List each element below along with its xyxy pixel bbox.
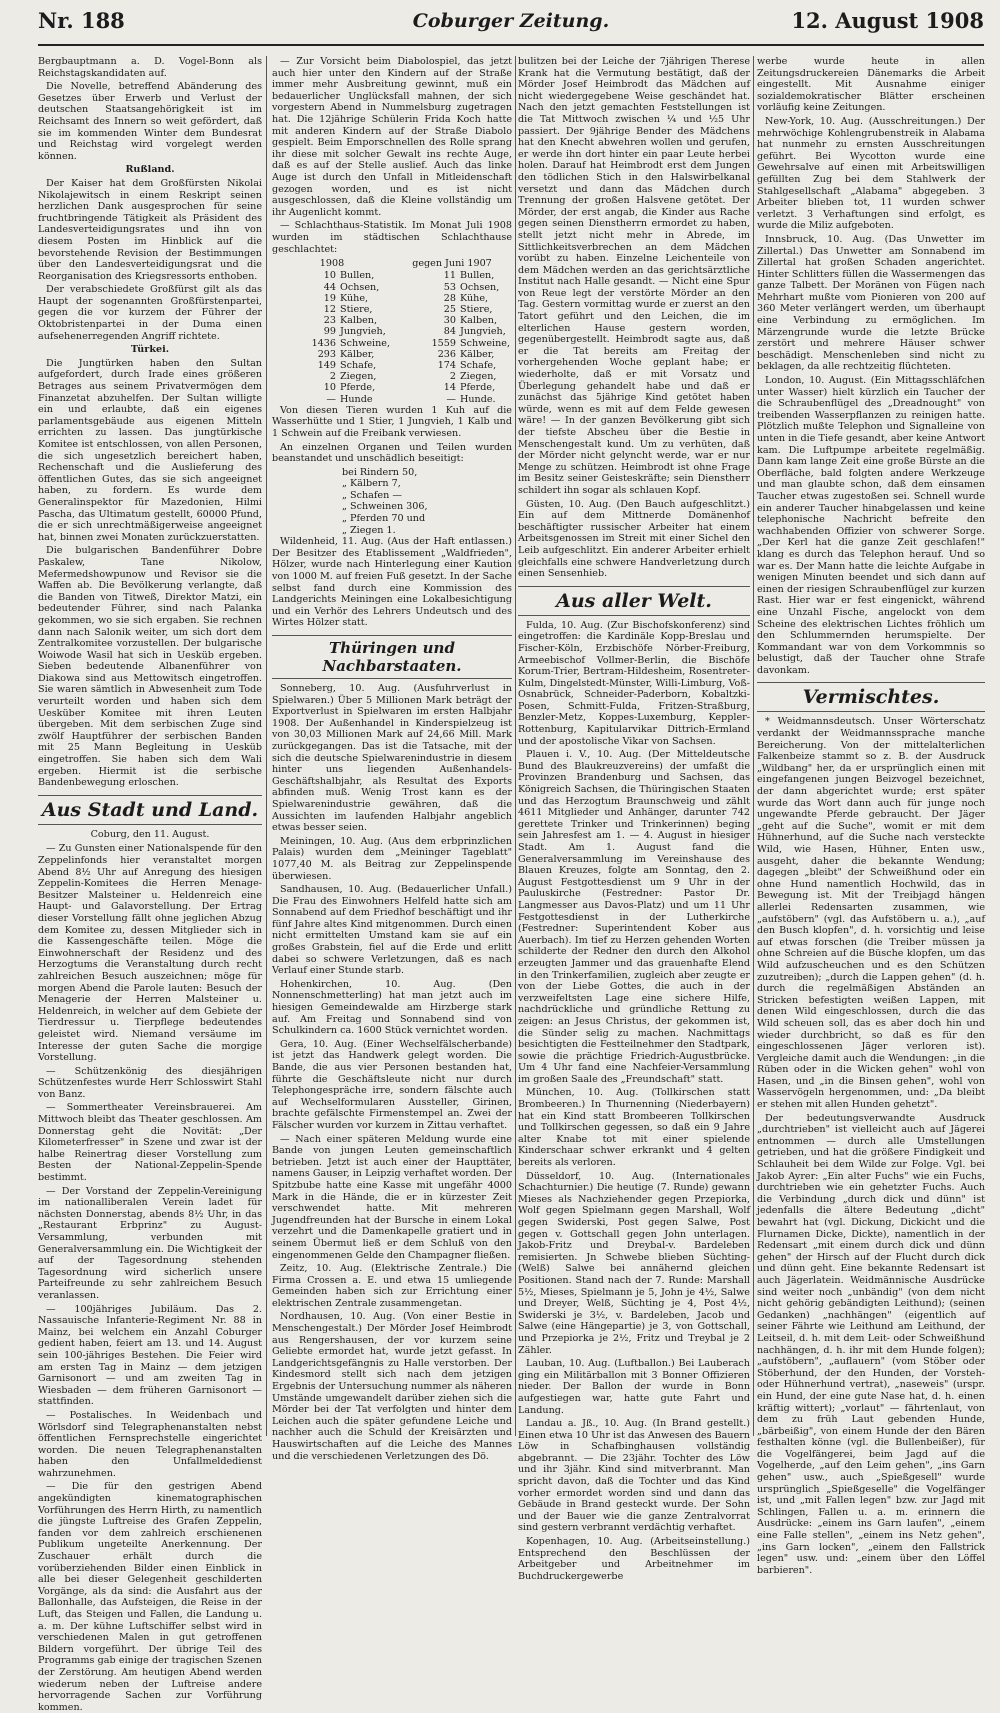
article-paragraph: — Die für den gestrigen Abend angekündigten kinematographischen Vorführungen des Herrn Hirth, zu namentlich die jüngste Luftreise des Grafen Zeppelin, fanden vor dem zahlreich erschienenen Publikum ungeteilte Anerkennung. Der Zuschauer erhält durch die vorüberziehenden Bilder einen Einblick in alle bei dieser Gelegenheit geschilderten Vorgänge, als da sind: die Ausfahrt aus der Ballonhalle, das Aufsteigen, die Reise in der Luft, das Steigen und Fallen, die Landung u. a. m. Der kühne Luftschiffer selbst wird in verschiedenen Malen in gut getroffenen Bildern vorgeführt. Der übrige Teil des Programms gab einige der tragischen Szenen der Zerstörung. Am heutigen Abend werden wiederum neben der Luftreise andere hervorragende Sachen zur Vorführung kommen. bbox=[38, 1481, 262, 1713]
article-paragraph: — Zu Gunsten einer Nationalspende für den Zeppelinfonds hier veranstaltet morgen Abend 8½ Uhr auf Anregung des hiesigen Zeppelin-Komitees die Herren Menage-Besitzer Malsteiner u. Heldenreich eine Haupt- und Galavorstellung. Der Ertrag dieser Vorstellung fällt ohne jeglichen Abzug dem Komitee zu, dessen Mitglieder sich in die Kassengeschäfte teilen. Möge die Einwohnerschaft der Residenz und des Herzogtums die Veranstaltung durch recht zahlreichen Besuch auszeichnen; möge für morgen Abend die Parole lauten: Besuch der Menagerie der Herren Malsteiner u. Heldenreich, in welcher auf dem Gebiete der Tierdressur u. Tierpflege bedeutendes geleistet wird. Niemand versäume im Interesse der guten Sache die morgige Vorstellung. bbox=[38, 843, 262, 1064]
table-row: 10 Pferde, 14 Pferde, bbox=[323, 382, 496, 394]
table-row: 1436 Schweine, 1559 Schweine, bbox=[311, 337, 510, 349]
section-heading-russland: Rußland. bbox=[125, 164, 175, 176]
article-paragraph: — Der Vorstand der Zeppelin-Vereinigung im nationalliberalen Verein ladet für nächsten Donnerstag, abends 8½ Uhr, in das „Restaurant Erbprinz" zu August-Versammlung, verbunden mit Generalversammlung ein. Die Wichtigkeit der auf der Tagesordnung stehenden Tagesordnung wird sicherlich unsere Parteifreunde zu sehr zahlreichem Besuch veranlassen. bbox=[38, 1185, 262, 1301]
issue-number: Nr. 188 bbox=[38, 8, 125, 33]
column-3 bbox=[518, 56, 750, 1582]
article-paragraph: * Weidmannsdeutsch. Unser Wörterschatz verdankt der Weidmannssprache manche Bereicherung. Von der mittelalterlichen Falkenbeize stammt so z. B. der Ausdruck „Wildbang" her, da er ursprünglich einen mit eingefangenen jungen Beizvogel bezeichnet, der dann abgerichtet wurde; erst später wurde das Wort dann auch für junge noch ungewandte Pferde gebraucht. Der Jäger „geht auf die Suche", womit er mit dem Hühnerhund, auf die Suche nach versteckte Wild, wie Hasen, Hühner, Enten usw., ausgeht, daher die bekannte Wendung; dagegen „bleibt" der Schweißhund oder ein ohne Hund namentlich Hochwild, das in Bewegung ist. Mit der Treibjagd hängen allerlei Redensarten zusammen, wie „aufstöbern" (vgl. das Aufstöbern u. a.), „auf den Busch klopfen", d. h. vorsichtig und leise auf etwas forschen (die Treiber müssen ja ohne Schreien auf die Büsche klopfen, um das Wild aufzuscheuchen und es den Schützen zuzutreiben); „durch die Lappen gehen" (d. h. durch die regelmäßigen Abständen an Stricken befestigten weißen Lappen, mit denen Wild eingeschlossen, durch die das Wild scheuen soll, das es aber doch hin und wieder durchbricht, so daß es für den eingeschlossenen Jäger verloren ist). Vergleiche damit auch die Wendungen: „in die Rüben oder in die Wicken gehen" wohl von Hasen, und „in die Binsen gehen", wohl von Wasservögeln hergenommen, und: „Da bleibt er stehen mit allen Hunden gehetzt". bbox=[757, 716, 985, 1111]
column-divider bbox=[515, 56, 516, 1436]
table-row: 10 Bullen, 11 Bullen, bbox=[323, 270, 495, 282]
list-item: „ Ziegen 1. bbox=[342, 524, 396, 536]
article-paragraph: — Postalisches. In Weidenbach und Wörlsdorf sind Telegraphenanstalten nebst öffentlichen Fernsprechstelle eingerichtet worden. Die neuen Telegraphenanstalten haben den Unfallmeldedienst wahrzunehmen. bbox=[38, 1409, 262, 1479]
article-paragraph: — Schlachthaus-Statistik. Im Monat Juli 1908 wurden im städtischen Schlachthause geschlachtet: bbox=[272, 220, 512, 255]
list-item: „ Kälbern 7, bbox=[342, 478, 401, 490]
article-paragraph: — Nach einer späteren Meldung wurde eine Bande von jungen Leuten gemeinschaftlich betrieben. Jetzt ist auch einer der Haupttäter, namens Gauser, in Leipzig verhaftet worden. Der Spitzbube hatte eine Kasse mit ungefähr 4000 Mark in die Hände, die er in kürzester Zeit verschwendet hatte. Mit mehreren Jugendfreunden hat der Bursche in einem Lokal verzehrt und die Damenkapelle gratiert und in seinem Übermut ließ er dem Schluß von den eingenommenen Gelde den Champagner fließen. bbox=[272, 1133, 512, 1261]
article-paragraph: Die Novelle, betreffend Abänderung des Gesetzes über Erwerb und Verlust der deutschen Staatsangehörigkeit ist im Reichsamt des Innern so weit gefördert, daß sie im kommenden Winter dem Bundesrat und Reichstag wird vorgelegt werden können. bbox=[38, 81, 262, 162]
article-paragraph: Bergbauptmann a. D. Vogel-Bonn als Reichstagskandidaten auf. bbox=[38, 56, 262, 79]
table-row: — Hunde — Hunde. bbox=[326, 393, 496, 405]
article-paragraph: Die Jungtürken haben den Sultan aufgefordert, durch Irade eines größeren Betrages aus seinem Privatvermögen dem Finanzetat abzuhelfen. Der Sultan willigte ein und erlaubte, daß ein eigenes parlamentsgebäude aus eigenen Mitteln errichten zu lassen. Das jungtürkische Komitee ist entschlossen, von allen Personen, die sich ungesetzlich bereichert haben, Rechenschaft und die Auslieferung des öffentlichen Gutes, das sie sich angeeignet haben, zu fordern. Es wurde dem Generalinspektor für Mazedonien, Hilmi Pascha, das Ultimatum gestellt, 60000 Pfund, die er sich unrechtmäßigerweise angeeignet hat, binnen zwei Monaten zurückzuerstatten. bbox=[38, 357, 262, 543]
article-paragraph: Wildenheid, 11. Aug. (Aus der Haft entlassen.) Der Besitzer des Etablissement „Waldfrieden", Hölzer, wurde nach Hinterlegung einer Kaution von 1000 M. auf freien Fuß gesetzt. In der Sache selbst fand durch eine Kommission des Landgerichts Meiningen eine Lokalbesichtigung und ein Verhör des Lehrers Undeutsch und des Wirtes Hölzer statt. bbox=[272, 536, 512, 629]
article-paragraph: Düsseldorf, 10. Aug. (Internationales Schachturnier.) Die heutige (7. Runde) gewann Mieses als Nachziehender gegen Przepiorka, Wolf gegen Spielmann gegen Marshall, Wolf gegen Swiderski, Post gegen Salwe, Post gegen v. Gottschall gegen John unterlagen. Jakob-Fritz und Dreybal-v. Bardeleben remisierten. Jn Schwebe blieben Süchting-(Welß) Salwe bei annähernd gleichen Positionen. Stand nach der 7. Runde: Marshall 5½, Mieses, Spielmann je 5, John je 4½, Salwe und Dreyer, Welß, Süchting je 4, Post 4½, Swiderski je 3½, v. Bardeleben, Jacob und Salwe (eine Hängepartie) je 3, von Gottschall, und Przepiorka je 2½, Fritz und Treybal je 2 Zähler. bbox=[518, 1170, 750, 1356]
article-paragraph: Lauban, 10. Aug. (Luftballon.) Bei Lauberach ging ein Militärballon mit 3 Bonner Offizieren nieder. Der Ballon der wurde in Bonn aufgestiegen war, hatte gute Fahrt und Landung. bbox=[518, 1358, 750, 1416]
article-paragraph: werbe wurde heute in allen Zeitungsdruckereien Dänemarks die Arbeit eingestellt. Mit Ausnahme einiger sozialdemokratischer Blätter erscheinen vorläufig keine Zeitungen. bbox=[757, 56, 985, 114]
article-paragraph: Von diesen Tieren wurden 1 Kuh auf die Wasserhütte und 1 Stier, 1 Jungvieh, 1 Kalb und 1 Schwein auf die Freibank verwiesen. bbox=[272, 404, 512, 439]
article-paragraph: An einzelnen Organen und Teilen wurden beanstandet und unschädlich beseitigt: bbox=[272, 441, 512, 465]
article-paragraph: Plauen i. V., 10. Aug. (Der Mitteldeutsche Bund des Blaukreuzvereins) der umfaßt die Provinzen Brandenburg und Sachsen, das Königreich Sachsen, die Thüringischen Staaten und das Herzogtum Braunschweig und zählt 4611 Mitglieder und Anhänger, darunter 742 gerettete Trinker und Trinkerinnen) beging sein Jahresfest am 1. — 4. August in hiesiger Stadt. Am 1. August fand die Generalversammlung im Vereinshause des Blauen Kreuzes, folgte am Sonntag, den 2. August Festgottesdienst um 9 Uhr in der Pauluskirche (Festredner: Pastor Dr. Langmesser aus Davos-Platz) und um 11 Uhr Festgottesdienst in der Lutherkirche (Festredner: Superintendent Kober aus Auerbach). Im tief zu Herzen gehenden Worten schilderte der Redner den durch den Alkohol erzeugten Jammer und das grauenhafte Elend in den Trinkerfamilien, zugleich aber zeugte er von der Liebe Gottes, die auch in der verzweifeltsten Lage eine sichere Hilfe, nachdrückliche und gründliche Rettung zu zeigen: an Jesus Christus, der gekommen ist, die Sünder selig zu machen. Nachmittags besichtigten die Festteilnehmer den Stadtpark, sowie die prächtige Friedrich-Augustbrücke. Um 4 Uhr fand eine Nachfeier-Versammlung im großen Saale des „Freundschaft" statt. bbox=[518, 749, 750, 1085]
article-paragraph: Die bulgarischen Bandenführer Dobre Paskalew, Tane Nikolow, Mefermedshowpunow und Revisor sie die Waffen ab. Die Bevölkerung verlangte, daß die Banden von Titweß, Direktor Matzi, ein bedeutender Führer, sind nach Palanka gekommen, wo sie sich ergaben. Sie rechnen dann nach Salonik weiter, um sich dort dem Zentralkomitee vorzustellen. Der bulgarische Woiwode Wasil hat sich in Uesküb ergeben. Sieben bedeutende Albanenführer von Diakowa sind aus Mettowitsch eingetroffen. Sie waren sämtlich in Abwesenheit zum Tode verurteilt worden und haben sich dem Uesküber Komitee mit ihren Leuten übergeben. Mit dem serbischen Zuge sind zwölf Hauptführer der serbischen Banden mit 25 Mann Begleitung in Uesküb eingetroffen. Sie haben sich dem Wali ergeben. Hiermit ist die serbische Bandenbewegung erloschen. bbox=[38, 545, 262, 789]
article-paragraph: Gera, 10. Aug. (Einer Wechselfälscherbande) ist jetzt das Handwerk gelegt worden. Die Bande, die aus vier Personen bestanden hat, führte die Geschäftsleute nicht nur durch Telephongespräche irre, sondern fälschte auch auf Wechselformularen Aussteller, Girinen, brachte gefälschte Firmenstempel an. Zwei der Fälscher wurden vor kurzem in Zittau verhaftet. bbox=[272, 1038, 512, 1131]
column-4 bbox=[757, 56, 985, 1576]
article-paragraph: Fulda, 10. Aug. (Zur Bischofskonferenz) sind eingetroffen: die Kardinäle Kopp-Breslau und Fischer-Köln, Erzbischöfe Nörber-Freiburg, Armeebischof Vollmer-Berlin, die Bischöfe Korum-Trier, Bertram-Hildesheim, Rosentreter-Kulm, Dingelstedt-Münster, Willi-Limburg, Voß-Osnabrück, Schneider-Paderborn, Kobaltzki-Posen, Schmitt-Fulda, Fritzen-Straßburg, Benzler-Metz, Koppes-Luxemburg, Keppler-Rottenburg, Kapitularvikar Dittrich-Ermland und der apostolische Vikar von Sachsen. bbox=[518, 619, 750, 747]
article-paragraph: New-York, 10. Aug. (Ausschreitungen.) Der mehrwöchige Kohlengrubenstreik in Alabama hat nunmehr zu ernsten Ausschreitungen geführt. Bei Wycotton wurde eine Gewehrsalve auf einen mit Arbeitswilligen gefüllten Zug bei dem Stahlwerk der Stahlgesellschaft „Alabama" abgegeben. 3 Arbeiter blieben tot, 11 wurden schwer verletzt. 3 Verhaftungen sind erfolgt, es wurde die Miliz aufgeboten. bbox=[757, 115, 985, 232]
article-paragraph: Der verabschiedete Großfürst gilt als das Haupt der sogenannten Großfürstenpartei, gegen die vor kurzem der Führer der Oktobristenpartei in der Duma einen aufsehenerregenden Angriff richtete. bbox=[38, 284, 262, 342]
article-paragraph: Meiningen, 10. Aug. (Aus dem erbprinzlichen Palais) wurden dem „Meininger Tageblatt" 1077,40 M. als Beitrag zur Zeppelinspende überwiesen. bbox=[272, 835, 512, 882]
article-paragraph: — 100jähriges Jubiläum. Das 2. Nassauische Infanterie-Regiment Nr. 88 in Mainz, bei welchem ein Anzahl Coburger gedient haben, feiert am 13. und 14. August sein 100-jähriges Bestehen. Die Feier wird am ersten Tag in Mainz — dem jetzigen Garnisonort — und am zweiten Tag in Wiesbaden — dem früheren Garnisonort — stattfinden. bbox=[38, 1303, 262, 1408]
article-paragraph: Kopenhagen, 10. Aug. (Arbeitseinstellung.) Entsprechend den Beschlüssen der Arbeitgeber und Arbeitnehmer im Buchdruckergewerbe bbox=[518, 1536, 750, 1582]
article-paragraph: Güsten, 10. Aug. (Den Bauch aufgeschlitzt.) Ein auf dem Mittnerde Domänenhof beschäftigter russischer Arbeiter hat einem Arbeitsgenossen im Streit mit einer Sichel den Leib aufgeschlitzt. Ein anderer Arbeiter erhielt gleichfalls eine schwere Handverletzung durch einen Sensenhieb. bbox=[518, 498, 750, 580]
article-paragraph: Nordhausen, 10. Aug. (Von einer Bestie in Menschengestalt.) Der Mörder Josef Heimbrodt aus Rengershausen, der vor kurzem seine Geliebte ermordet hat, wurde jetzt gefasst. In Landgerichtsgefängnis zu Halle verstorben. Der Kindesmord stellt sich nach dem jetzigen Ergebnis der Untersuchung nummer als näheren Umstände umgewandelt darüber ziehen sich die Mörder bei der Tat verfolgten und hinter dem Leichen auch die später gefundene Leiche und nachher auch die Schuld der Kreisärzten und Hauswirtschaften auf die Leiche des Mannes und die verschiedenen Verletzungen des Dö. bbox=[272, 1311, 512, 1462]
table-row: 44 Ochsen, 53 Ochsen, bbox=[323, 281, 500, 293]
article-paragraph: Der Kaiser hat dem Großfürsten Nikolai Nikolajewitsch in einem Reskript seinen herzlichen Dank ausgesprochen für seine fruchtbringende Tätigkeit als Präsident des Landesverteidigungsrates und ihn von diesem Posten im Hinblick auf die bevorstehende Revision der Bestimmungen über den Landesverteidigungsrat und die Reorganisation des Kriegsressorts enthoben. bbox=[38, 177, 262, 282]
article-paragraph: München, 10. Aug. (Tollkirschen statt Brombeeren.) In Thurnenning (Niederbayern) hat ein Kind statt Brombeeren Tollkirschen und Tollkirschen gegessen, so daß ein 9 Jahre alter Knabe tot mit einer spielende Kinderschaar schwer erkrankt und 4 gelten bereits als verloren. bbox=[518, 1087, 750, 1169]
column-1 bbox=[38, 56, 262, 1713]
section-heading-aus-aller-welt: Aus aller Welt. bbox=[518, 586, 750, 616]
article-paragraph: London, 10. August. (Ein Mittagsschläfchen unter Wasser) hielt kürzlich ein Taucher der die Schraubenflügel des „Dreadnought" von treibenden Wasserpflanzen zu reinigen hatte. Plötzlich mußte Telephon und Signalleine von unten in die Tiefe gesandt, aber keine Antwort kam. Die Luftpumpe arbeitete regelmäßig. Dann kam lange Zeit eine große Bürste an die Oberfläche, bald folgten andere Werkzeuge und man glaubte schon, daß dem einsamen Taucher etwas zugestoßen sei. Schnell wurde ein anderer Taucher hinabgelassen und keine telephonische Nachricht befreite den wachhabenden Offizier von schwerer Sorge. „Der Kerl hat die ganze Zeit geschlafen!" klang es durch das Telephon herauf. Und so war es. Der Mann hatte die leichte Aufgabe in wenigen Minuten beendet und sich dann auf einen der riesigen Schraubenflügel zur kurzen Rast. Hier war er fest eingenickt, während eine Unzahl Fische, angelockt von dem Scheine des elektrischen Lichtes fröhlich um den Schlummernden herumspielte. Der Kommandant war von dem Vorkommnis so belustigt, daß der Taucher ohne Strafe davonkam. bbox=[757, 375, 985, 676]
article-paragraph: — Zur Vorsicht beim Diabolospiel, das jetzt auch hier unter den Kindern auf der Straße immer mehr Ausbreitung gewinnt, muß ein bedauerlicher Unglücksfall mahnen, der sich vorgestern Abend in Nummelsburg zugetragen hat. Die 12jährige Schülerin Frida Koch hatte mit anderen Kindern auf der Straße Diabolo gespielt. Beim Emporschnellen des Rolle sprang ihr diese mit solcher Gewalt ins rechte Auge, daß es auf der Stelle auslief. Auch das linke Auge ist durch den Unfall in Mitleidenschaft gezogen worden, und es ist nicht ausgeschlossen, daß die Kleine vollständig um ihr Augenlicht kommt. bbox=[272, 56, 512, 218]
list-item: „ Schafen — bbox=[342, 489, 402, 501]
article-paragraph: Landau a. Jß., 10. Aug. (In Brand gestellt.) Einen etwa 10 Uhr ist das Anwesen des Bauern Löw in Schafbinghausen vollständig abgebrannt. — Die 23jähr. Tochter des Löw und ihr 3jähr. Kind sind mitverbrannt. Man spricht davon, daß die Tochter und das Kind vorher ermordet worden sind und dann das Gebäude in Brand gesteckt wurde. Der Sohn und der Bauer wie die ganze Zentralvorrat sind gestern verbrannt verdächtig verhaftet. bbox=[518, 1418, 750, 1534]
newspaper-name: Coburger Zeitung. bbox=[412, 10, 610, 32]
list-item: bei Rindern 50, bbox=[342, 466, 418, 478]
article-paragraph: Sandhausen, 10. Aug. (Bedauerlicher Unfall.) Die Frau des Einwohners Helfeld hatte sich am Sonnabend auf dem Friedhof beschäftigt und ihr fünf Jahre altes Kind mitgenommen. Durch einen nicht ermittelten Umstand kam sie auf ein großes Grabstein, fiel auf die Erde und erlitt dabei so schwere Verletzungen, daß es nach Verlauf einer Stunde starb. bbox=[272, 884, 512, 977]
masthead bbox=[38, 0, 984, 46]
table-row: 99 Jungvieh, 84 Jungvieh, bbox=[323, 326, 506, 338]
article-paragraph: Innsbruck, 10. Aug. (Das Unwetter im Zillertal.) Das Unwetter am Sonnabend im Zillertal hat großen Schaden angerichtet. Hinter Schlitters füllen die Wassermengen das ganze Talbett. Der Moränen von Fügen nach Mehrhart mußte vom Pionieren von 200 auf 360 Meter verlängert werden, um überhaupt eine Verbindung zu ermöglichen. Im Märzengrunde wurde die letzte Brücke zerstört und mehrere Häuser schwer beschädigt. Menschenleben sind nicht zu beklagen, da alle rechtzeitig flüchteten. bbox=[757, 233, 985, 373]
list-item: „ Schweinen 306, bbox=[342, 501, 428, 513]
column-divider bbox=[753, 56, 754, 1436]
issue-date: 12. August 1908 bbox=[791, 8, 984, 33]
article-paragraph: bulitzen bei der Leiche der 7jährigen Therese Krank hat die Vermutung bestätigt, daß der Mörder Josef Heimbrodt das Mädchen auf nicht wiedergegebene Weise geschändet hat. Nach den jetzt gemachten Feststellungen ist die Tat Mittwoch zwischen ¼ und ½5 Uhr passiert. Der 9jährige Bender des Mädchens hat den Knecht abwehren wollen und gerufen, er werde ihn dort hinter ein paar Leute herbei holen. Darauf hat Heimbrodt erst dem Jungen den tödlichen Stich in den Halswirbelkanal versetzt und dann das Mädchen durch Trennung der großen Halsvene getötet. Der Mörder, der erst angab, die Kinder aus Rache gegen seinen Dienstherrn ermordet zu haben, stellt jetzt nicht mehr in Abrede, im Sittlichkeitsverbrechen an dem Mädchen vorübt zu haben. Einzelne Leichenteile von dem Mädchen werden an das gerichtsärztliche Institut nach Halle gesandt. — Nicht eine Spur von Reue legt der verstörte Mörder an den Tag. Gestern vormittag wurde er zuerst an den Tatort geführt und den Leichen, die im elterlichen Hause gestern worden, gegenübergestellt. Heimbrodt sagte aus, daß er die Tat bereits am Freitag der vorhergehenden Woche geplant habe; er wiederholte, daß er mit Vorsatz und Überlegung gehandelt habe und daß er zunächst das 5jährige Kind getötet haben würde, wenn es mit auf dem Felde gewesen wäre! — In der ganzen Bevölkerung gibt sich der tiefste Abscheu über die Bestie in Menschengestalt kund. Um zu verhüten, daß der Mörder nicht gelyncht werde, war er nur Menge zu schützen. Heimbrodt ist ohne Frage im Besitz seiner Geisteskräfte; sein Dienstherr schildert ihn sogar als schlauen Kopf. bbox=[518, 56, 750, 496]
table-row: 149 Schafe, 174 Schafe, bbox=[317, 359, 497, 371]
article-paragraph: — Sommertheater Vereinsbrauerei. Am Mittwoch bleibt das Theater geschlossen. Am Donnerstag geht die Novität: „Der Kilometerfresser" in Szene und zwar ist der halbe Reinertrag dieser Vorstellung zum Besten der National-Zeppelin-Spende bestimmt. bbox=[38, 1102, 262, 1184]
section-heading-aus-stadt-und-land: Aus Stadt und Land. bbox=[38, 795, 262, 825]
table-header: gegen Juni 1907 bbox=[412, 258, 492, 270]
section-heading-vermischtes: Vermischtes. bbox=[757, 682, 985, 712]
table-row: 23 Kalben, 30 Kalben, bbox=[323, 315, 498, 327]
list-item: „ Pferden 70 und bbox=[342, 513, 426, 525]
section-heading-thueringen: Thüringen und Nachbarstaaten. bbox=[272, 635, 512, 679]
table-header: 1908 bbox=[319, 258, 345, 270]
table-row: 19 Kühe, 28 Kühe, bbox=[323, 292, 489, 304]
column-divider bbox=[266, 56, 267, 1436]
column-2 bbox=[272, 56, 512, 1462]
article-paragraph: Hohenkirchen, 10. Aug. (Den Nonnenschmetterling) hat man jetzt auch im hiesigen Gemeindewalde am Hirzberge stark auf. Am Freitag und Sonnabend sind von Schulkindern ca. 1600 Stück vernichtet worden. bbox=[272, 978, 512, 1037]
article-paragraph: — Schützenkönig des diesjährigen Schützenfestes wurde Herr Schlosswirt Stahl von Banz. bbox=[38, 1065, 262, 1100]
article-paragraph: Zeitz, 10. Aug. (Elektrische Zentrale.) Die Firma Crossen a. E. und etwa 15 umliegende Gemeinden haben sich zur Errichtung einer elektrischen Zentrale zusammengetan. bbox=[272, 1263, 512, 1309]
table-row: 12 Stiere, 25 Stiere, bbox=[323, 303, 493, 315]
dateline: Coburg, den 11. August. bbox=[90, 828, 210, 840]
article-paragraph: Der bedeutungsverwandte Ausdruck „durchtrieben" ist vielleicht auch auf Jägerei entnommen — durch alle Umstellungen getrieben, und hat die größere Findigkeit und Schlauheit bei dem Wilde zur Folge. Vgl. bei Jakob Ayrer: „Ein alter Fuchs" wie ein Fuchs, durchtrieben wie ein gehetzter Fuchs. Auch die Verbindung „durch dick und dünn" ist jedenfalls die ältere Bedeutung „dicht" bewahrt hat (vgl. Dickung, Dickicht und die Flurnamen Dicke, Dickte), namentlich in der Redensart „mit einem durch dick und dünn gehen" der Hirsch auf der Flucht durch dick und dünn geht. Eine bekannte Redensart ist auch Jägerlatein. Weidmännische Ausdrücke sind weiter noch „unbändig" (von dem nicht nicht gehörig gebändigten Leithund); (seinen Gedanken) „nachhängen" (eigentlich auf seiner Fährte wie Leithund am Leithund, der Leitseil, d. h. mit dem Leit- oder Schweißhund nachhängen, d. h. ihr mit dem Hunde folgen); „aufstöbern", „auflauern" (vom Stöber oder Stöberhund, der den Hunden, der Vorsteh- oder Hühnerhund vertrat), „naseweis" (urspr. ein Hund, der eine gute Nase hat, d. h. einen kräftig wittert); „vorlaut" — fährtenlaut, von dem zu früh Laut gebenden Hunde, „bärbeißig", von einem Hunde der den Bären festhalten könne (vgl. die Bullenbeißer), für die Vogelfängerei, beim Jagd auf die Vogelherde, „auf den Leim gehen", „ins Garn gehen" usw., auch „Spießgesell" wurde ursprünglich „Spießgeselle" die Vogelfänger ist, und „mit Fallen legen" bzw. zur Jagd mit Schlingen, Fallen u. a. m. erinnern die Ausdrücke: „einem ins Garn laufen", „einem eine Falle stellen", „einem ins Netz gehen", „ins Garn locken", „einem den Fallstrick legen" usw. und: „einem über den Löffel barbieren". bbox=[757, 1112, 985, 1576]
article-paragraph: Sonneberg, 10. Aug. (Ausfuhrverlust in Spielwaren.) Über 5 Millionen Mark beträgt der Exportverlust in Spielwaren im ersten Halbjahr 1908. Der Außenhandel in Kinderspielzeug ist von 30,03 Millionen Mark auf 24,66 Mill. Mark zurückgegangen. Das ist die Tatsache, mit der sich die deutsche Spielwarenindustrie in diesem hinter uns liegenden Außenhandels-Geschäftshalbjahr, als Resultat des Exports abfinden muß. Wenig Trost kann es der Spielwarenindustrie gewähren, daß die Aussichten im laufenden Halbjahr angeblich etwas besser seien. bbox=[272, 683, 512, 834]
table-row: 293 Kälber, 236 Kälber, bbox=[317, 348, 495, 360]
slaughter-statistics-table bbox=[272, 257, 512, 405]
section-heading-tuerkei: Türkei. bbox=[130, 344, 170, 356]
table-row: 2 Ziegen, 2 Ziegen, bbox=[329, 371, 497, 383]
